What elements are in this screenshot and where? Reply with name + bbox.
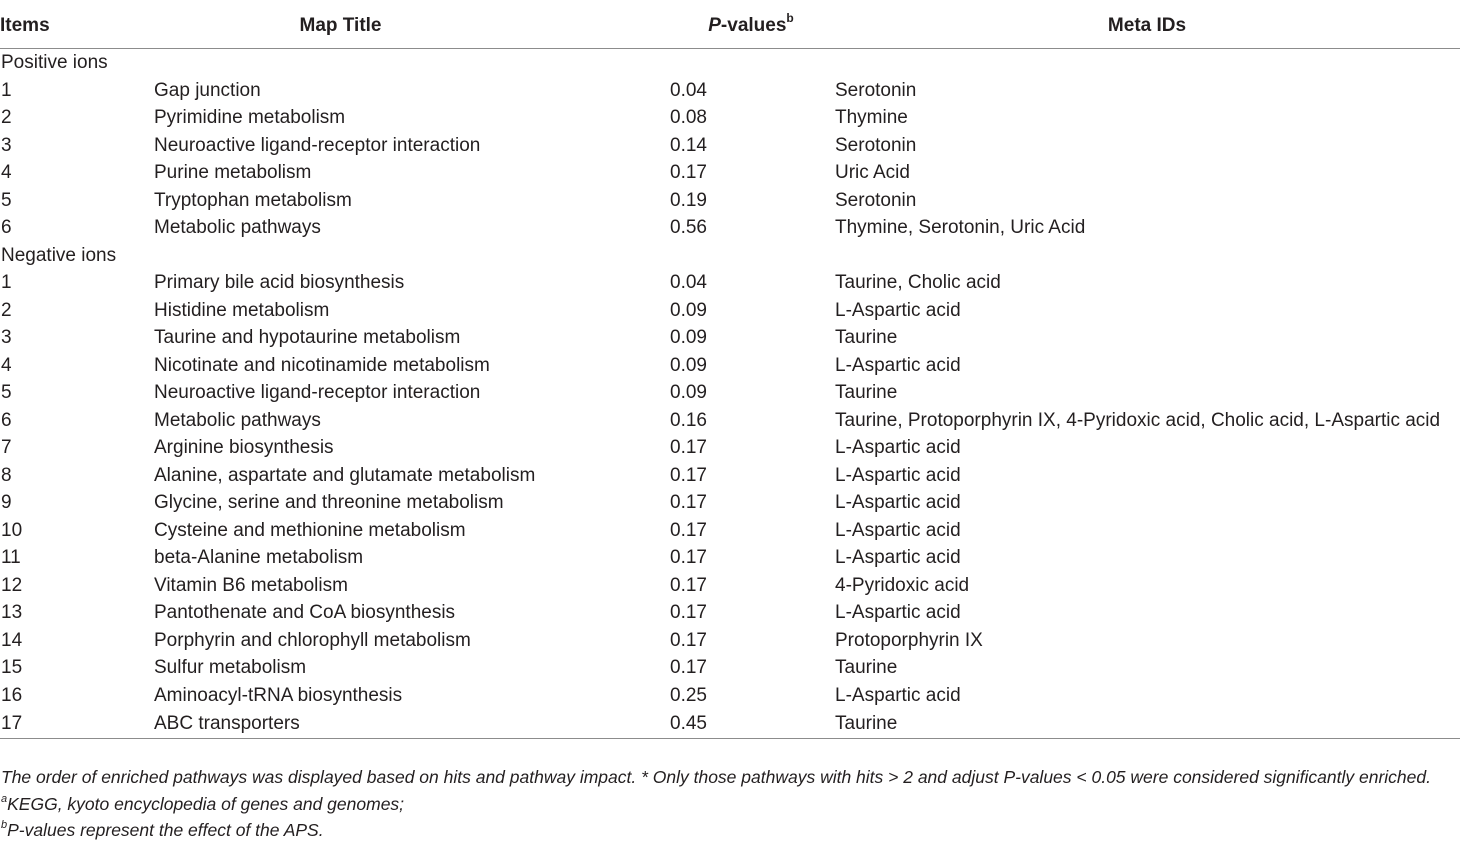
table-row xyxy=(0,297,1460,325)
footnote-pvalues-sup: b xyxy=(1,819,8,832)
header-items: Items xyxy=(0,8,153,49)
cell-item: 5 xyxy=(1,189,12,211)
cell-meta-ids: L-Aspartic acid xyxy=(835,354,961,376)
table-row xyxy=(0,517,1460,545)
cell-item: 8 xyxy=(1,464,12,486)
header-map-title: Map Title xyxy=(153,8,668,49)
cell-p-value: 0.45 xyxy=(668,709,834,739)
cell-item: 1 xyxy=(1,272,12,293)
header-p-rest: -values xyxy=(720,15,787,36)
cell-item: 13 xyxy=(1,602,23,623)
cell-item: 9 xyxy=(1,492,12,513)
table-row xyxy=(0,214,1460,242)
group-label: Negative ions xyxy=(1,244,117,266)
cell-p-value: 0.08 xyxy=(670,107,707,128)
cell-map-title: Nicotinate and nicotinamide metabolism xyxy=(154,354,490,376)
table-body xyxy=(0,49,1460,739)
table-row xyxy=(0,379,1460,407)
cell-item: 4 xyxy=(1,354,12,376)
table-row xyxy=(0,654,1460,682)
cell-meta-ids: L-Aspartic acid xyxy=(835,547,961,568)
cell-meta-ids: Taurine, Cholic acid xyxy=(835,272,1001,293)
cell-map-title: Taurine and hypotaurine metabolism xyxy=(154,327,461,348)
cell-p-value: 0.09 xyxy=(670,382,707,403)
cell-meta-ids: Taurine xyxy=(835,657,898,678)
table-row xyxy=(0,599,1460,627)
cell-map-title: Vitamin B6 metabolism xyxy=(154,574,348,596)
group-label: Positive ions xyxy=(1,52,108,73)
cell-meta-ids: Taurine xyxy=(835,327,898,348)
cell-map-title: Pantothenate and CoA biosynthesis xyxy=(154,602,456,623)
cell-meta-ids: Serotonin xyxy=(835,79,917,101)
cell-p-value: 0.17 xyxy=(670,519,707,541)
footnote-order: The order of enriched pathways was displayed based on hits and pathway impact. * Only those pathways with hits > 2 and adjust P-values < 0.05 were considered significantly enriched. xyxy=(1,767,1431,787)
table-row xyxy=(0,462,1460,490)
cell-item: 11 xyxy=(1,547,21,568)
cell-p-value: 0.17 xyxy=(670,602,707,623)
cell-meta-ids: Protoporphyrin IX xyxy=(835,629,983,651)
cell-map-title: Tryptophan metabolism xyxy=(154,189,352,211)
table-row xyxy=(0,682,1460,710)
footnote-kegg xyxy=(1,794,404,814)
cell-p-value: 0.09 xyxy=(670,327,707,348)
header-p-values xyxy=(668,8,834,49)
cell-p-value: 0.17 xyxy=(670,547,707,568)
header-meta-ids: Meta IDs xyxy=(834,8,1460,49)
cell-meta-ids: Uric Acid xyxy=(835,162,910,183)
table-row xyxy=(0,489,1460,517)
cell-p-value: 0.04 xyxy=(670,272,707,293)
cell-map-title: Metabolic pathways xyxy=(154,409,321,431)
pathway-enrichment-table xyxy=(0,8,1460,739)
cell-item: 7 xyxy=(1,437,12,458)
cell-item: 2 xyxy=(1,107,12,128)
cell-meta-ids: L-Aspartic acid xyxy=(835,464,961,486)
footnote-kegg-sup: a xyxy=(1,793,8,806)
cell-p-value: 0.09 xyxy=(670,354,707,376)
cell-map-title: Aminoacyl-tRNA biosynthesis xyxy=(154,684,403,706)
cell-map-title: Alanine, aspartate and glutamate metabolism xyxy=(154,464,536,486)
cell-item: 3 xyxy=(1,134,12,156)
table-row xyxy=(0,159,1460,187)
cell-item: 14 xyxy=(1,629,23,651)
cell-p-value: 0.17 xyxy=(670,492,707,513)
cell-item: 1 xyxy=(1,79,12,101)
cell-map-title: Pyrimidine metabolism xyxy=(154,107,346,128)
cell-meta-ids: L-Aspartic acid xyxy=(835,299,961,321)
table-row xyxy=(0,709,1460,739)
table-row xyxy=(0,269,1460,297)
cell-meta-ids: Taurine, Protoporphyrin IX, 4-Pyridoxic acid, Cholic acid, L-Aspartic acid xyxy=(835,409,1441,431)
table-row xyxy=(0,352,1460,380)
cell-item: 15 xyxy=(1,657,23,678)
table-row xyxy=(0,324,1460,352)
cell-p-value: 0.17 xyxy=(670,437,707,458)
cell-meta-ids: Serotonin xyxy=(835,134,917,156)
cell-meta-ids: Taurine xyxy=(834,709,1460,739)
cell-meta-ids: L-Aspartic acid xyxy=(835,492,961,513)
cell-meta-ids: 4-Pyridoxic acid xyxy=(835,574,970,596)
cell-item: 5 xyxy=(1,382,12,403)
cell-p-value: 0.17 xyxy=(670,464,707,486)
table-row xyxy=(0,544,1460,572)
cell-p-value: 0.56 xyxy=(670,217,707,238)
footnote-pvalues-text: P-values represent the effect of the APS. xyxy=(7,820,324,840)
cell-item: 17 xyxy=(0,709,153,739)
table-row xyxy=(0,187,1460,215)
cell-item: 3 xyxy=(1,327,12,348)
cell-map-title: Cysteine and methionine metabolism xyxy=(154,519,466,541)
cell-item: 6 xyxy=(1,217,12,238)
cell-p-value: 0.17 xyxy=(670,162,707,183)
cell-p-value: 0.17 xyxy=(670,574,707,596)
cell-meta-ids: L-Aspartic acid xyxy=(835,602,961,623)
group-row xyxy=(0,49,1460,77)
cell-map-title: Histidine metabolism xyxy=(154,299,330,321)
table-row xyxy=(0,627,1460,655)
cell-map-title: Gap junction xyxy=(154,79,261,101)
table-row xyxy=(0,572,1460,600)
cell-meta-ids: L-Aspartic acid xyxy=(835,519,961,541)
group-row xyxy=(0,242,1460,270)
cell-meta-ids: Taurine xyxy=(835,382,898,403)
cell-item: 12 xyxy=(1,574,23,596)
cell-item: 4 xyxy=(1,162,12,183)
cell-meta-ids: L-Aspartic acid xyxy=(835,684,961,706)
cell-p-value: 0.19 xyxy=(670,189,707,211)
cell-p-value: 0.16 xyxy=(670,409,707,431)
cell-map-title: Sulfur metabolism xyxy=(154,657,307,678)
cell-p-value: 0.04 xyxy=(670,79,707,101)
table-header-row xyxy=(0,8,1460,49)
cell-map-title: Purine metabolism xyxy=(154,162,312,183)
table-row xyxy=(0,132,1460,160)
table-row xyxy=(0,434,1460,462)
footnote-kegg-text: KEGG, kyoto encyclopedia of genes and genomes; xyxy=(7,794,405,814)
header-p-italic: P xyxy=(708,15,721,36)
cell-map-title: Porphyrin and chlorophyll metabolism xyxy=(154,629,471,651)
table-row xyxy=(0,407,1460,435)
cell-map-title: ABC transporters xyxy=(153,709,668,739)
cell-item: 10 xyxy=(1,519,23,541)
cell-p-value: 0.25 xyxy=(670,684,707,706)
cell-map-title: Arginine biosynthesis xyxy=(154,437,334,458)
cell-item: 6 xyxy=(1,409,12,431)
cell-meta-ids: Thymine, Serotonin, Uric Acid xyxy=(835,217,1086,238)
cell-map-title: Metabolic pathways xyxy=(154,217,321,238)
table-row xyxy=(0,104,1460,132)
cell-p-value: 0.17 xyxy=(670,657,707,678)
cell-item: 2 xyxy=(1,299,12,321)
cell-meta-ids: Thymine xyxy=(835,107,908,128)
cell-map-title: Primary bile acid biosynthesis xyxy=(154,272,405,293)
cell-map-title: Neuroactive ligand-receptor interaction xyxy=(154,134,481,156)
cell-map-title: beta-Alanine metabolism xyxy=(154,547,364,568)
cell-map-title: Neuroactive ligand-receptor interaction xyxy=(154,382,481,403)
cell-p-value: 0.17 xyxy=(670,629,707,651)
cell-meta-ids: L-Aspartic acid xyxy=(835,437,961,458)
table-row xyxy=(0,77,1460,105)
cell-p-value: 0.09 xyxy=(670,299,707,321)
cell-item: 16 xyxy=(1,684,23,706)
header-p-sup: b xyxy=(786,10,794,25)
cell-map-title: Glycine, serine and threonine metabolism xyxy=(154,492,504,513)
footnote-pvalues xyxy=(1,820,324,840)
cell-p-value: 0.14 xyxy=(670,134,707,156)
cell-meta-ids: Serotonin xyxy=(835,189,917,211)
